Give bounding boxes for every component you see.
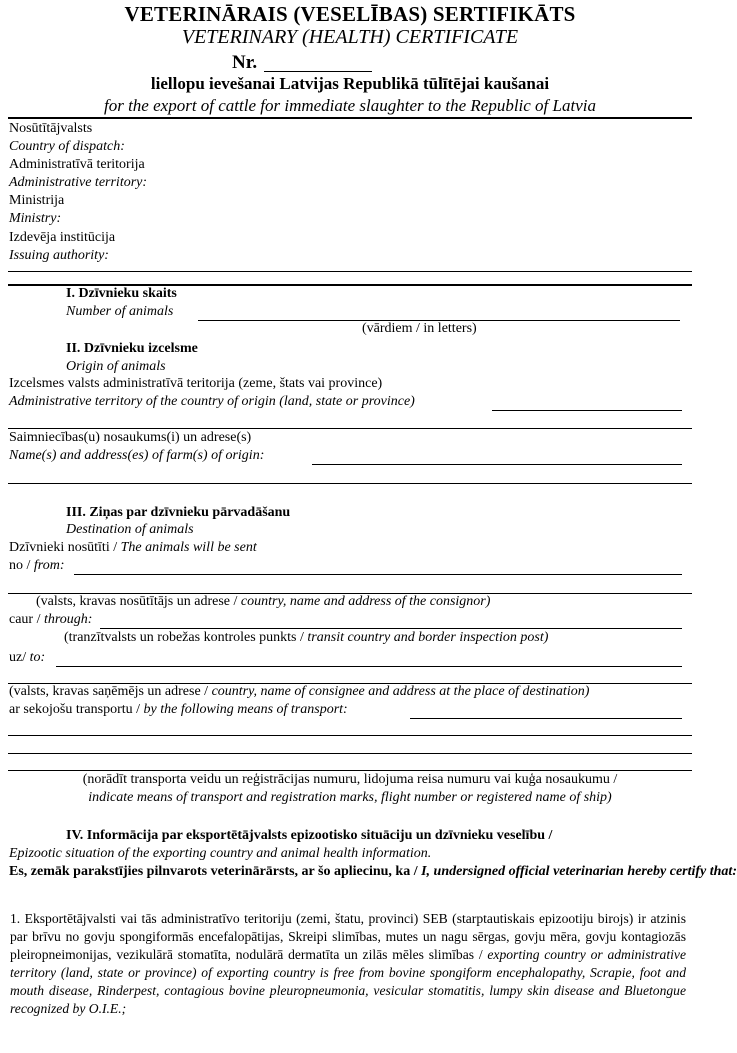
section2-heading-lv: II. Dzīvnieku izcelsme	[66, 341, 198, 356]
consignor-hint: (valsts, kravas nosūtītājs un adrese / country, name and address of the consignor)	[36, 594, 491, 609]
header-divider	[8, 117, 692, 119]
origin-territory-label-lv: Izcelsmes valsts administratīvā teritorija (zeme, štats vai province)	[9, 376, 383, 391]
transit-hint: (tranzītvalsts un robežas kontroles punkts / transit country and border inspection post)	[64, 630, 549, 645]
consignee-hint: (valsts, kravas saņēmējs un adrese / country, name of consignee and address at the place of destination)	[9, 684, 590, 699]
certificate-title-lv: VETERINĀRAIS (VESELĪBAS) SERTIFIKĀTS	[124, 2, 576, 26]
origin-divider	[8, 428, 692, 429]
section1-heading-lv: I. Dzīvnieku skaits	[66, 286, 177, 301]
section3-heading-en: Destination of animals	[66, 522, 194, 537]
transport-note-lv: (norādīt transporta veidu un reģistrācijas numuru, lidojuma reisa numuru vai kuģa nosaukumu /	[82, 772, 618, 787]
animals-sent-label: Dzīvnieki nosūtīti / The animals will be sent	[9, 540, 257, 555]
administrative-territory-label-en: Administrative territory:	[9, 175, 148, 190]
to-label: uz/ to:	[9, 650, 46, 665]
in-letters-hint: (vārdiem / in letters)	[362, 321, 477, 336]
through-line	[100, 628, 682, 629]
ministry-label-lv: Ministrija	[9, 193, 65, 208]
section1-heading-en: Number of animals	[66, 304, 174, 319]
issuing-authority-label-lv: Izdevēja institūcija	[9, 230, 116, 245]
farm-label-lv: Saimniecības(u) nosaukums(i) un adrese(s)	[9, 430, 252, 445]
from-line	[74, 574, 682, 575]
certify-statement: Es, zemāk parakstījies pilnvarots veterinārārsts, ar šo apliecinu, ka / I, undersigned official veterinarian hereby certify that:	[9, 864, 737, 879]
country-of-dispatch-label-lv: Nosūtītājvalsts	[9, 121, 93, 136]
purpose-en: for the export of cattle for immediate slaughter to the Republic of Latvia	[104, 96, 596, 115]
issuing-authority-label-en: Issuing authority:	[9, 248, 109, 263]
certificate-number-line	[264, 71, 372, 72]
certificate-number-label: Nr.	[232, 52, 258, 73]
from-label: no / from:	[9, 558, 65, 573]
section4-heading-lv: IV. Informācija par eksportētājvalsts epizootisko situāciju un dzīvnieku veselību /	[66, 828, 553, 843]
transport-label: ar sekojošu transportu / by the following means of transport:	[9, 702, 348, 717]
farm-divider	[8, 483, 692, 484]
through-label: caur / through:	[9, 612, 93, 627]
administrative-territory-label-lv: Administratīvā teritorija	[9, 157, 145, 172]
item1-paragraph: 1. Eksportētājvalsti vai tās administratīvo teritoriju (zemi, štatu, provinci) SEB (starptautiskais epizootiju birojs) ir atzinis par brīvu no govju spongiformās encefalopātijas, Skreipi slimības, mutes un nagu sērgas, govju mēra, govju kontagiozās pleiropneimonijas, vezikulārā stomatīta, nodulārā dermatīta un zilās mēles slimības / exporting country or administrative territory (land, state or province) of exporting country is free from bovine spongiform encephalopathy, Scrapie, foot and mouth disease, Rinderpest, contagious bovine pleuropneumonia, vesicular stomatitis, lumpy skin disease and Bluetongue recognized by O.I.E.;	[10, 911, 686, 1016]
transport-line-1	[410, 718, 682, 719]
ministry-label-en: Ministry:	[9, 211, 62, 226]
certificate-title-en: VETERINARY (HEALTH) CERTIFICATE	[181, 26, 519, 48]
country-of-dispatch-label-en: Country of dispatch:	[9, 139, 125, 154]
to-line	[56, 666, 682, 667]
purpose-lv: liellopu ievešanai Latvijas Republikā tūlītējai kaušanai	[150, 74, 550, 93]
origin-territory-label-en: Administrative territory of the country of origin (land, state or province)	[9, 394, 415, 409]
origin-territory-line	[492, 410, 682, 411]
transport-line-2	[8, 735, 692, 736]
transport-line-3	[8, 753, 692, 754]
section4-heading-en: Epizootic situation of the exporting country and animal health information.	[9, 846, 432, 861]
farm-label-en: Name(s) and address(es) of farm(s) of origin:	[9, 448, 265, 463]
section2-heading-en: Origin of animals	[66, 359, 166, 374]
transport-note-en: indicate means of transport and registration marks, flight number or registered name of ship)	[88, 790, 612, 805]
farm-line	[312, 464, 682, 465]
section3-heading-lv: III. Ziņas par dzīvnieku pārvadāšanu	[66, 505, 291, 520]
transport-line-4	[8, 770, 692, 771]
dispatch-divider-1	[8, 271, 692, 272]
